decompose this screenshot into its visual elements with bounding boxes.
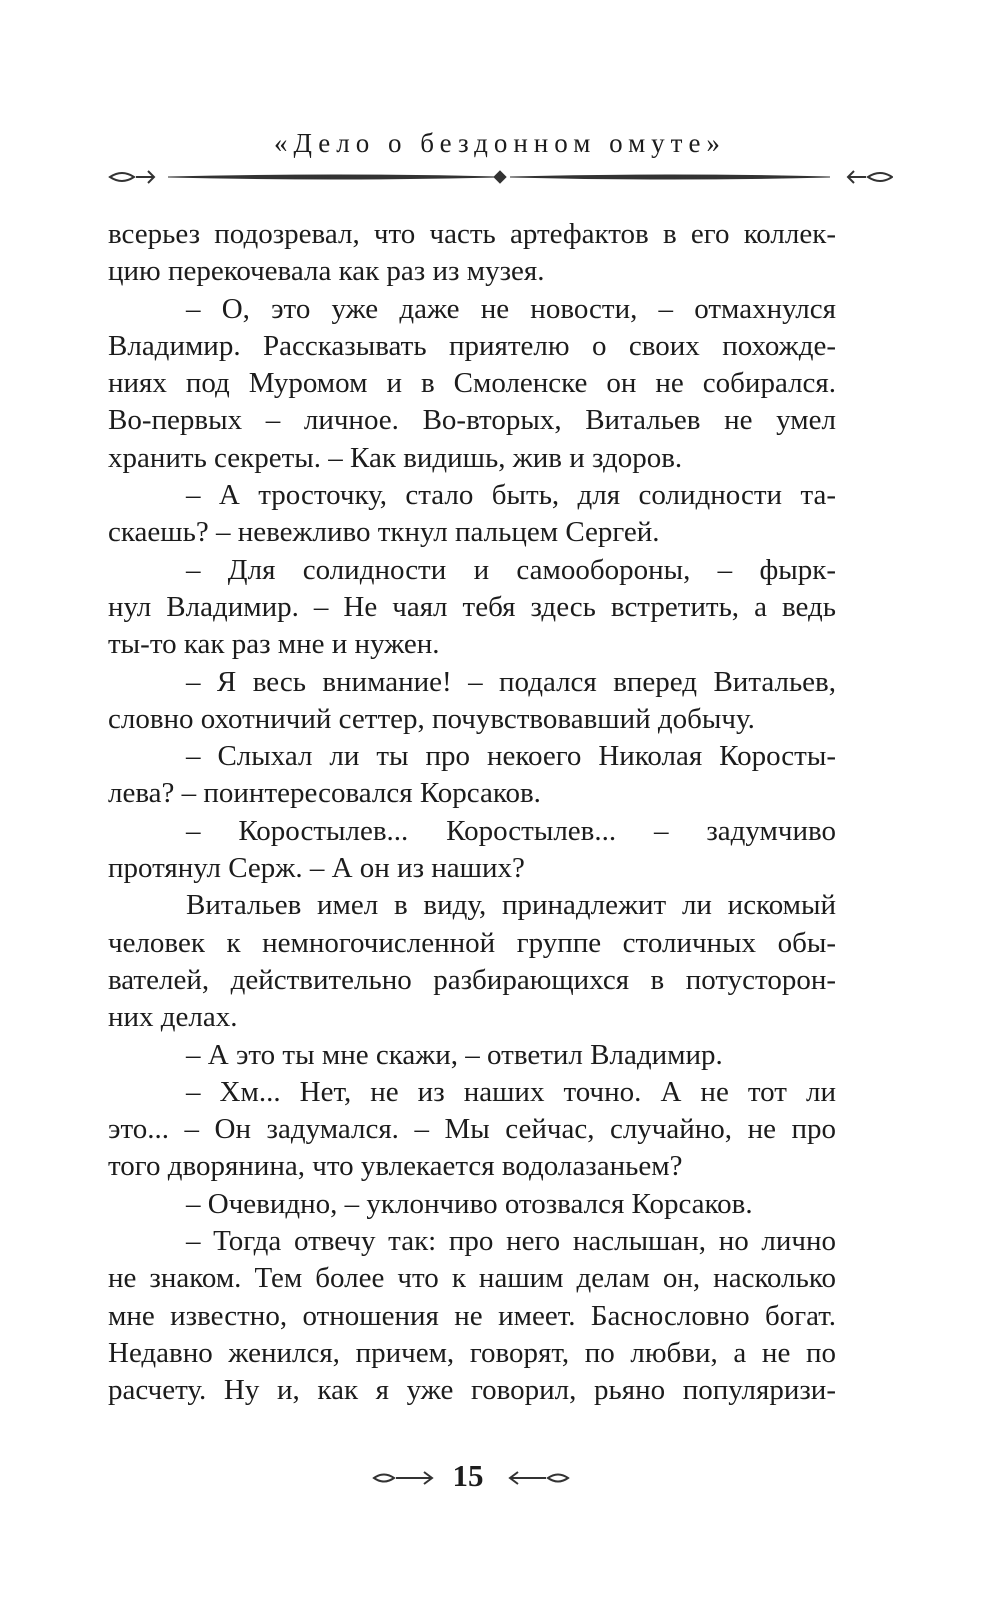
text-line: протянул Серж. – А он из наших?: [108, 852, 525, 885]
text-line: лева? – поинтересовался Корсаков.: [108, 777, 541, 810]
text-line: – А тросточку, стало быть, для солидности та-: [186, 479, 836, 512]
text-line: вателей, действительно разбирающихся в потусторон-: [108, 963, 836, 996]
text-line: Владимир. Рассказывать приятелю о своих похожде-: [108, 329, 836, 362]
text-line: не знаком. Тем более что к нашим делам он, насколько: [108, 1262, 836, 1295]
text-line: – Хм... Нет, не из наших точно. А не тот ли: [186, 1075, 836, 1108]
body-text: [108, 216, 836, 1410]
running-head: «Дело о бездонном омуте»: [274, 128, 726, 158]
text-line: это... – Он задумался. – Мы сейчас, случайно, не про: [108, 1113, 836, 1146]
text-line: Недавно женился, причем, говорят, по любви, а не по: [108, 1336, 836, 1369]
text-line: них делах.: [108, 1001, 238, 1034]
text-line: – Я весь внимание! – подался вперед Витальев,: [186, 665, 836, 698]
footer-ornament-right-icon: [500, 1468, 570, 1488]
text-line: – Коростылев... Коростылев... – задумчиво: [186, 814, 836, 847]
footer-ornament-left-icon: [372, 1468, 442, 1488]
text-line: Витальев имел в виду, принадлежит ли искомый: [186, 889, 836, 922]
page-number: 15: [452, 1458, 484, 1493]
text-line: мне известно, отношения не имеет. Баснословно богат.: [108, 1299, 836, 1332]
text-line: того дворянина, что увлекается водолазаньем?: [108, 1150, 683, 1183]
text-line: цию перекочевала как раз из музея.: [108, 255, 545, 288]
text-line: ниях под Муромом и в Смоленске он не собирался.: [108, 367, 836, 400]
text-line: человек к немногочисленной группе столичных обы-: [108, 926, 836, 959]
text-line: расчету. Ну и, как я уже говорил, рьяно популяризи-: [108, 1374, 836, 1407]
text-line: – Слыхал ли ты про некоего Николая Коросты-: [186, 740, 836, 773]
page-footer: [0, 1458, 1000, 1498]
text-line: – Для солидности и самообороны, – фырк-: [186, 553, 836, 586]
text-line: ты-то как раз мне и нужен.: [108, 628, 440, 661]
header-ornament-divider-icon: [108, 165, 893, 189]
text-line: – А это ты мне скажи, – ответил Владимир.: [186, 1038, 723, 1071]
text-line: нул Владимир. – Не чаял тебя здесь встретить, а ведь: [108, 590, 836, 623]
text-line: скаешь? – невежливо ткнул пальцем Сергей.: [108, 516, 660, 549]
text-line: Во-первых – личное. Во-вторых, Витальев не умел: [108, 404, 836, 437]
text-line: всерьез подозревал, что часть артефактов в его коллек-: [108, 218, 836, 250]
text-line: – Тогда отвечу так: про него наслышан, но лично: [186, 1225, 836, 1258]
text-line: словно охотничий сеттер, почувствовавший добычу.: [108, 702, 755, 735]
text-line: хранить секреты. – Как видишь, жив и здоров.: [108, 441, 683, 474]
text-line: – О, это уже даже не новости, – отмахнулся: [186, 292, 836, 325]
text-line: – Очевидно, – уклончиво отозвался Корсаков.: [186, 1187, 753, 1220]
